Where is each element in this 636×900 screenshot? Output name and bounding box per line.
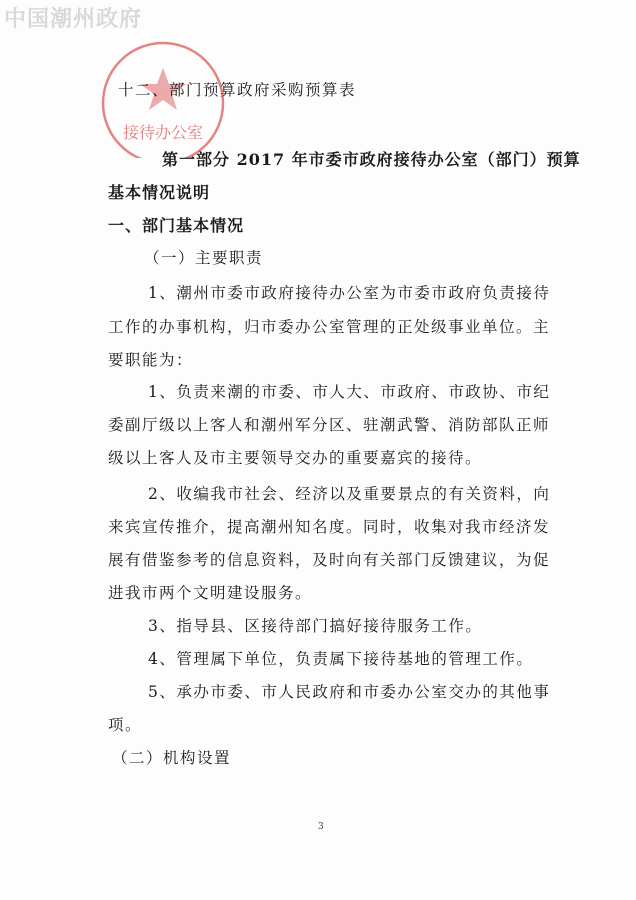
paragraph-line: 1、负责来潮的市委、市人大、市政府、市政协、市纪 <box>148 383 551 401</box>
paragraph-line: 级以上客人及市主要领导交办的重要嘉宾的接待。 <box>108 449 483 467</box>
paragraph-line: 展有借鉴参考的信息资料，及时向有关部门反馈建议，为促 <box>108 551 551 569</box>
paragraph-line: 委副厅级以上客人和潮州军分区、驻潮武警、消防部队正师 <box>108 416 551 434</box>
paragraph-line: 1、潮州市委市政府接待办公室为市委市政府负责接待 <box>148 284 551 302</box>
paragraph-line: 工作的办事机构，归市委办公室管理的正处级事业单位。主 <box>108 318 551 336</box>
paragraph-line: 进我市两个文明建设服务。 <box>108 584 313 602</box>
paragraph-line: 5、承办市委、市人民政府和市委办公室交办的其他事 <box>148 683 551 701</box>
part-title-line1: 第一部分 2017 年市委市政府接待办公室（部门）预算 <box>162 150 581 169</box>
section1-title: 一、部门基本情况 <box>108 216 245 235</box>
paragraph-line: 2、收编我市社会、经济以及重要景点的有关资料，向 <box>148 485 551 503</box>
toc-line: 十二、部门预算政府采购预算表 <box>118 81 357 99</box>
seal-lower-text: 接待办公室 <box>122 123 204 142</box>
paragraph-line: 4、管理属下单位，负责属下接待基地的管理工作。 <box>148 650 534 668</box>
page-number: 3 <box>318 822 324 832</box>
paragraph-line: 项。 <box>108 716 143 734</box>
paragraph-line: 3、指导县、区接待部门搞好接待服务工作。 <box>148 617 483 635</box>
part-title-line2: 基本情况说明 <box>108 183 211 202</box>
site-watermark: 中国潮州政府 <box>4 6 143 32</box>
subsection1-title: （一）主要职责 <box>144 249 264 267</box>
subsection2-title: （二）机构设置 <box>112 749 232 767</box>
paragraph-line: 来宾宣传推介，提高潮州知名度。同时，收集对我市经济发 <box>108 518 551 536</box>
paragraph-line: 要职能为： <box>108 351 194 369</box>
